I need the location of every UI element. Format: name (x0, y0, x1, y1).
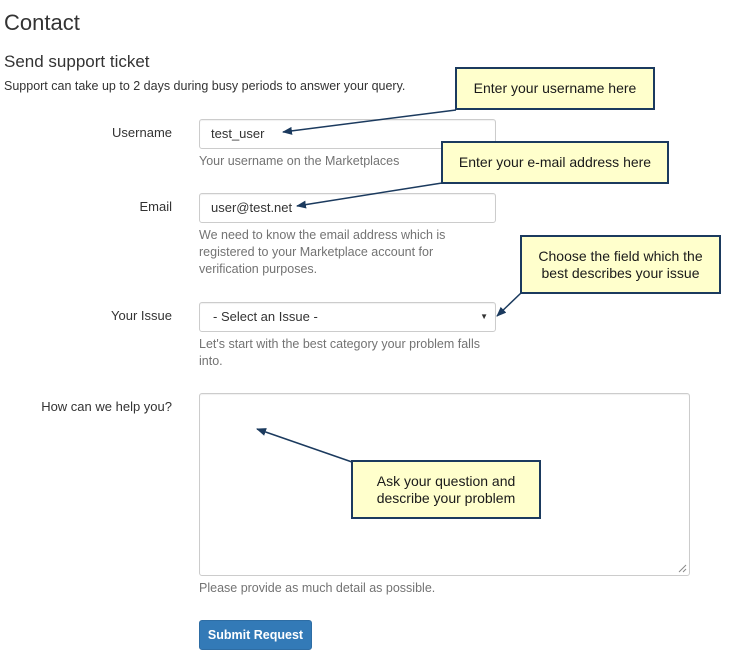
issue-label: Your Issue (111, 308, 172, 323)
email-help-line: verification purposes. (199, 262, 318, 276)
message-help: Please provide as much detail as possible. (199, 581, 436, 595)
issue-selected-value: - Select an Issue - (213, 309, 318, 324)
page-title: Contact (4, 10, 80, 35)
email-callout-text: Enter your e-mail address here (458, 154, 652, 170)
message-label: How can we help you? (41, 399, 172, 414)
message-callout-line: describe your problem (376, 489, 516, 506)
email-help-line: We need to know the email address which is (199, 228, 446, 242)
username-value: test_user (211, 126, 265, 141)
issue-help-line: into. (199, 354, 223, 368)
issue-callout-line: best describes your issue (541, 264, 700, 281)
username-callout (455, 67, 655, 110)
email-value: user@test.net (211, 200, 293, 215)
username-callout-text: Enter your username here (473, 80, 637, 96)
email-input[interactable] (199, 193, 496, 223)
email-help (199, 227, 445, 278)
issue-callout (520, 235, 721, 294)
dropdown-caret-icon: ▼ (480, 312, 488, 321)
issue-help-line: Let's start with the best category your problem falls (199, 337, 480, 351)
issue-callout-arrow (497, 293, 521, 316)
message-callout (351, 460, 541, 519)
submit-request-button[interactable]: Submit Request (199, 620, 312, 650)
username-label: Username (112, 125, 172, 140)
message-callout-line: Ask your question and (376, 472, 516, 489)
intro-text: Support can take up to 2 days during busy periods to answer your query. (4, 79, 406, 93)
issue-select[interactable] (199, 302, 496, 332)
username-help: Your username on the Marketplaces (199, 154, 400, 168)
resize-grip-icon[interactable] (678, 564, 687, 573)
issue-callout-line: Choose the field which the (538, 247, 703, 264)
email-callout (441, 141, 669, 184)
section-title: Send support ticket (4, 52, 150, 71)
email-label: Email (139, 199, 172, 214)
email-help-line: registered to your Marketplace account for (199, 245, 434, 259)
issue-help (199, 336, 480, 370)
